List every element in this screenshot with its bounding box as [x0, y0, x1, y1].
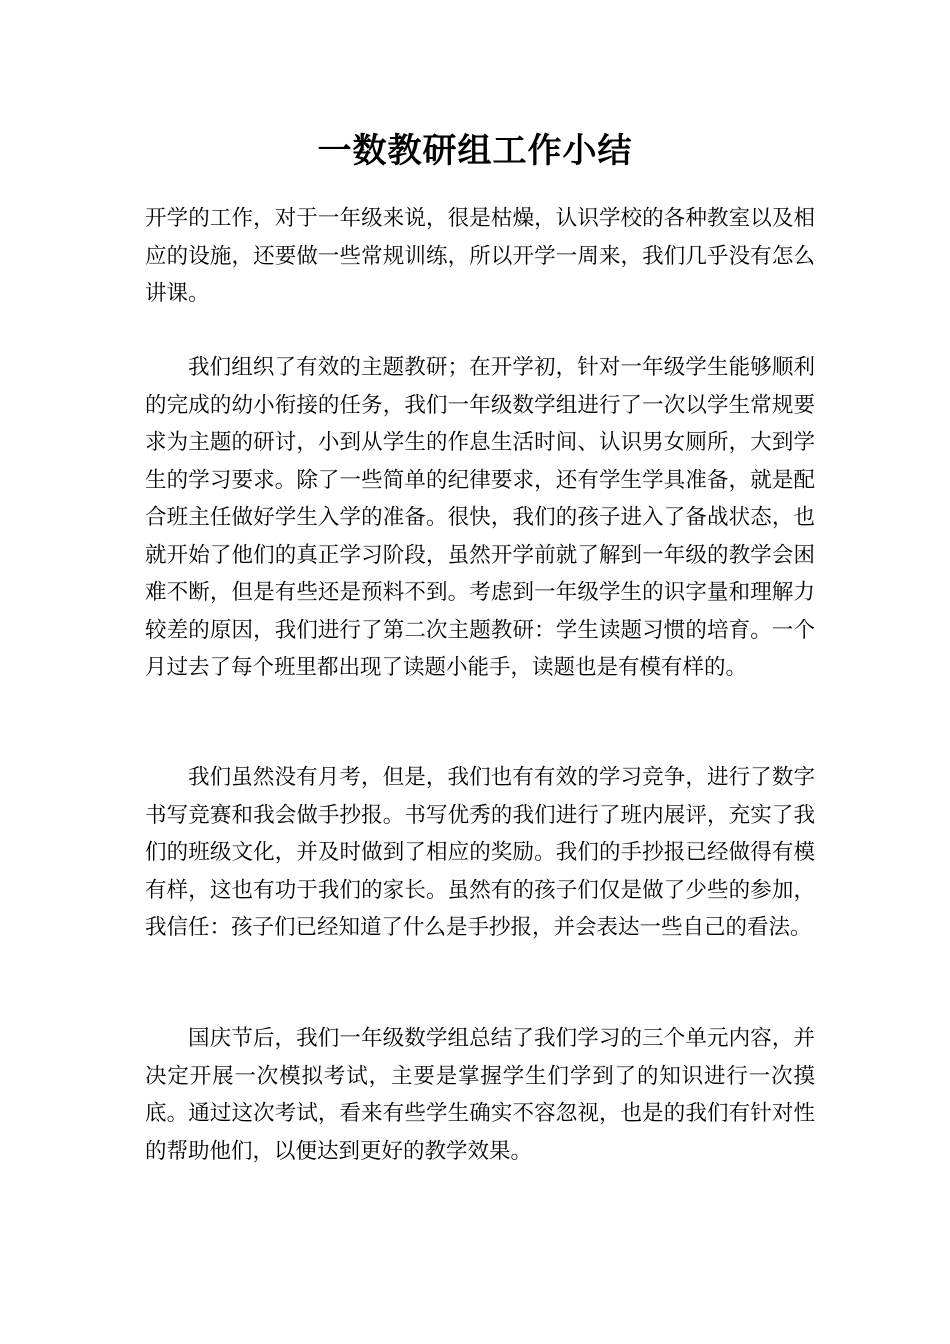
paragraph-1: 开学的工作，对于一年级来说，很是枯燥，认识学校的各种教室以及相应的设施，还要做一些常规训练，所以开学一周来，我们几乎没有怎么讲课。	[145, 206, 815, 306]
paragraph-2: 我们组织了有效的主题教研；在开学初，针对一年级学生能够顺利的完成的幼小衔接的任务，我们一年级数学组进行了一次以学生常规要求为主题的研讨，小到从学生的作息生活时间、认识男女厕所，大到学生的学习要求。除了一些简单的纪律要求，还有学生学具准备，就是配合班主任做好学生入学的准备。很快，我们的孩子进入了备战状态，也就开始了他们的真正学习阶段，虽然开学前就了解到一年级的教学会困难不断，但是有些还是预料不到。考虑到一年级学生的识字量和理解力较差的原因，我们进行了第二次主题教研：学生读题习惯的培育。一个月过去了每个班里都出现了读题小能手，读题也是有模有样的。	[145, 355, 815, 680]
document-title: 一数教研组工作小结	[317, 131, 633, 171]
paragraph-3: 我们虽然没有月考，但是，我们也有有效的学习竞争，进行了数字书写竞赛和我会做手抄报。书写优秀的我们进行了班内展评，充实了我们的班级文化，并及时做到了相应的奖励。我们的手抄报已经做得有模有样，这也有功于我们的家长。虽然有的孩子们仅是做了少些的参加，我信任：孩子们已经知道了什么是手抄报，并会表达一些自己的看法。	[145, 765, 815, 940]
paragraph-4: 国庆节后，我们一年级数学组总结了我们学习的三个单元内容，并决定开展一次模拟考试，主要是掌握学生们学到了的知识进行一次摸底。通过这次考试，看来有些学生确实不容忽视，也是的我们有针对性的帮助他们，以便达到更好的教学效果。	[145, 1026, 815, 1164]
